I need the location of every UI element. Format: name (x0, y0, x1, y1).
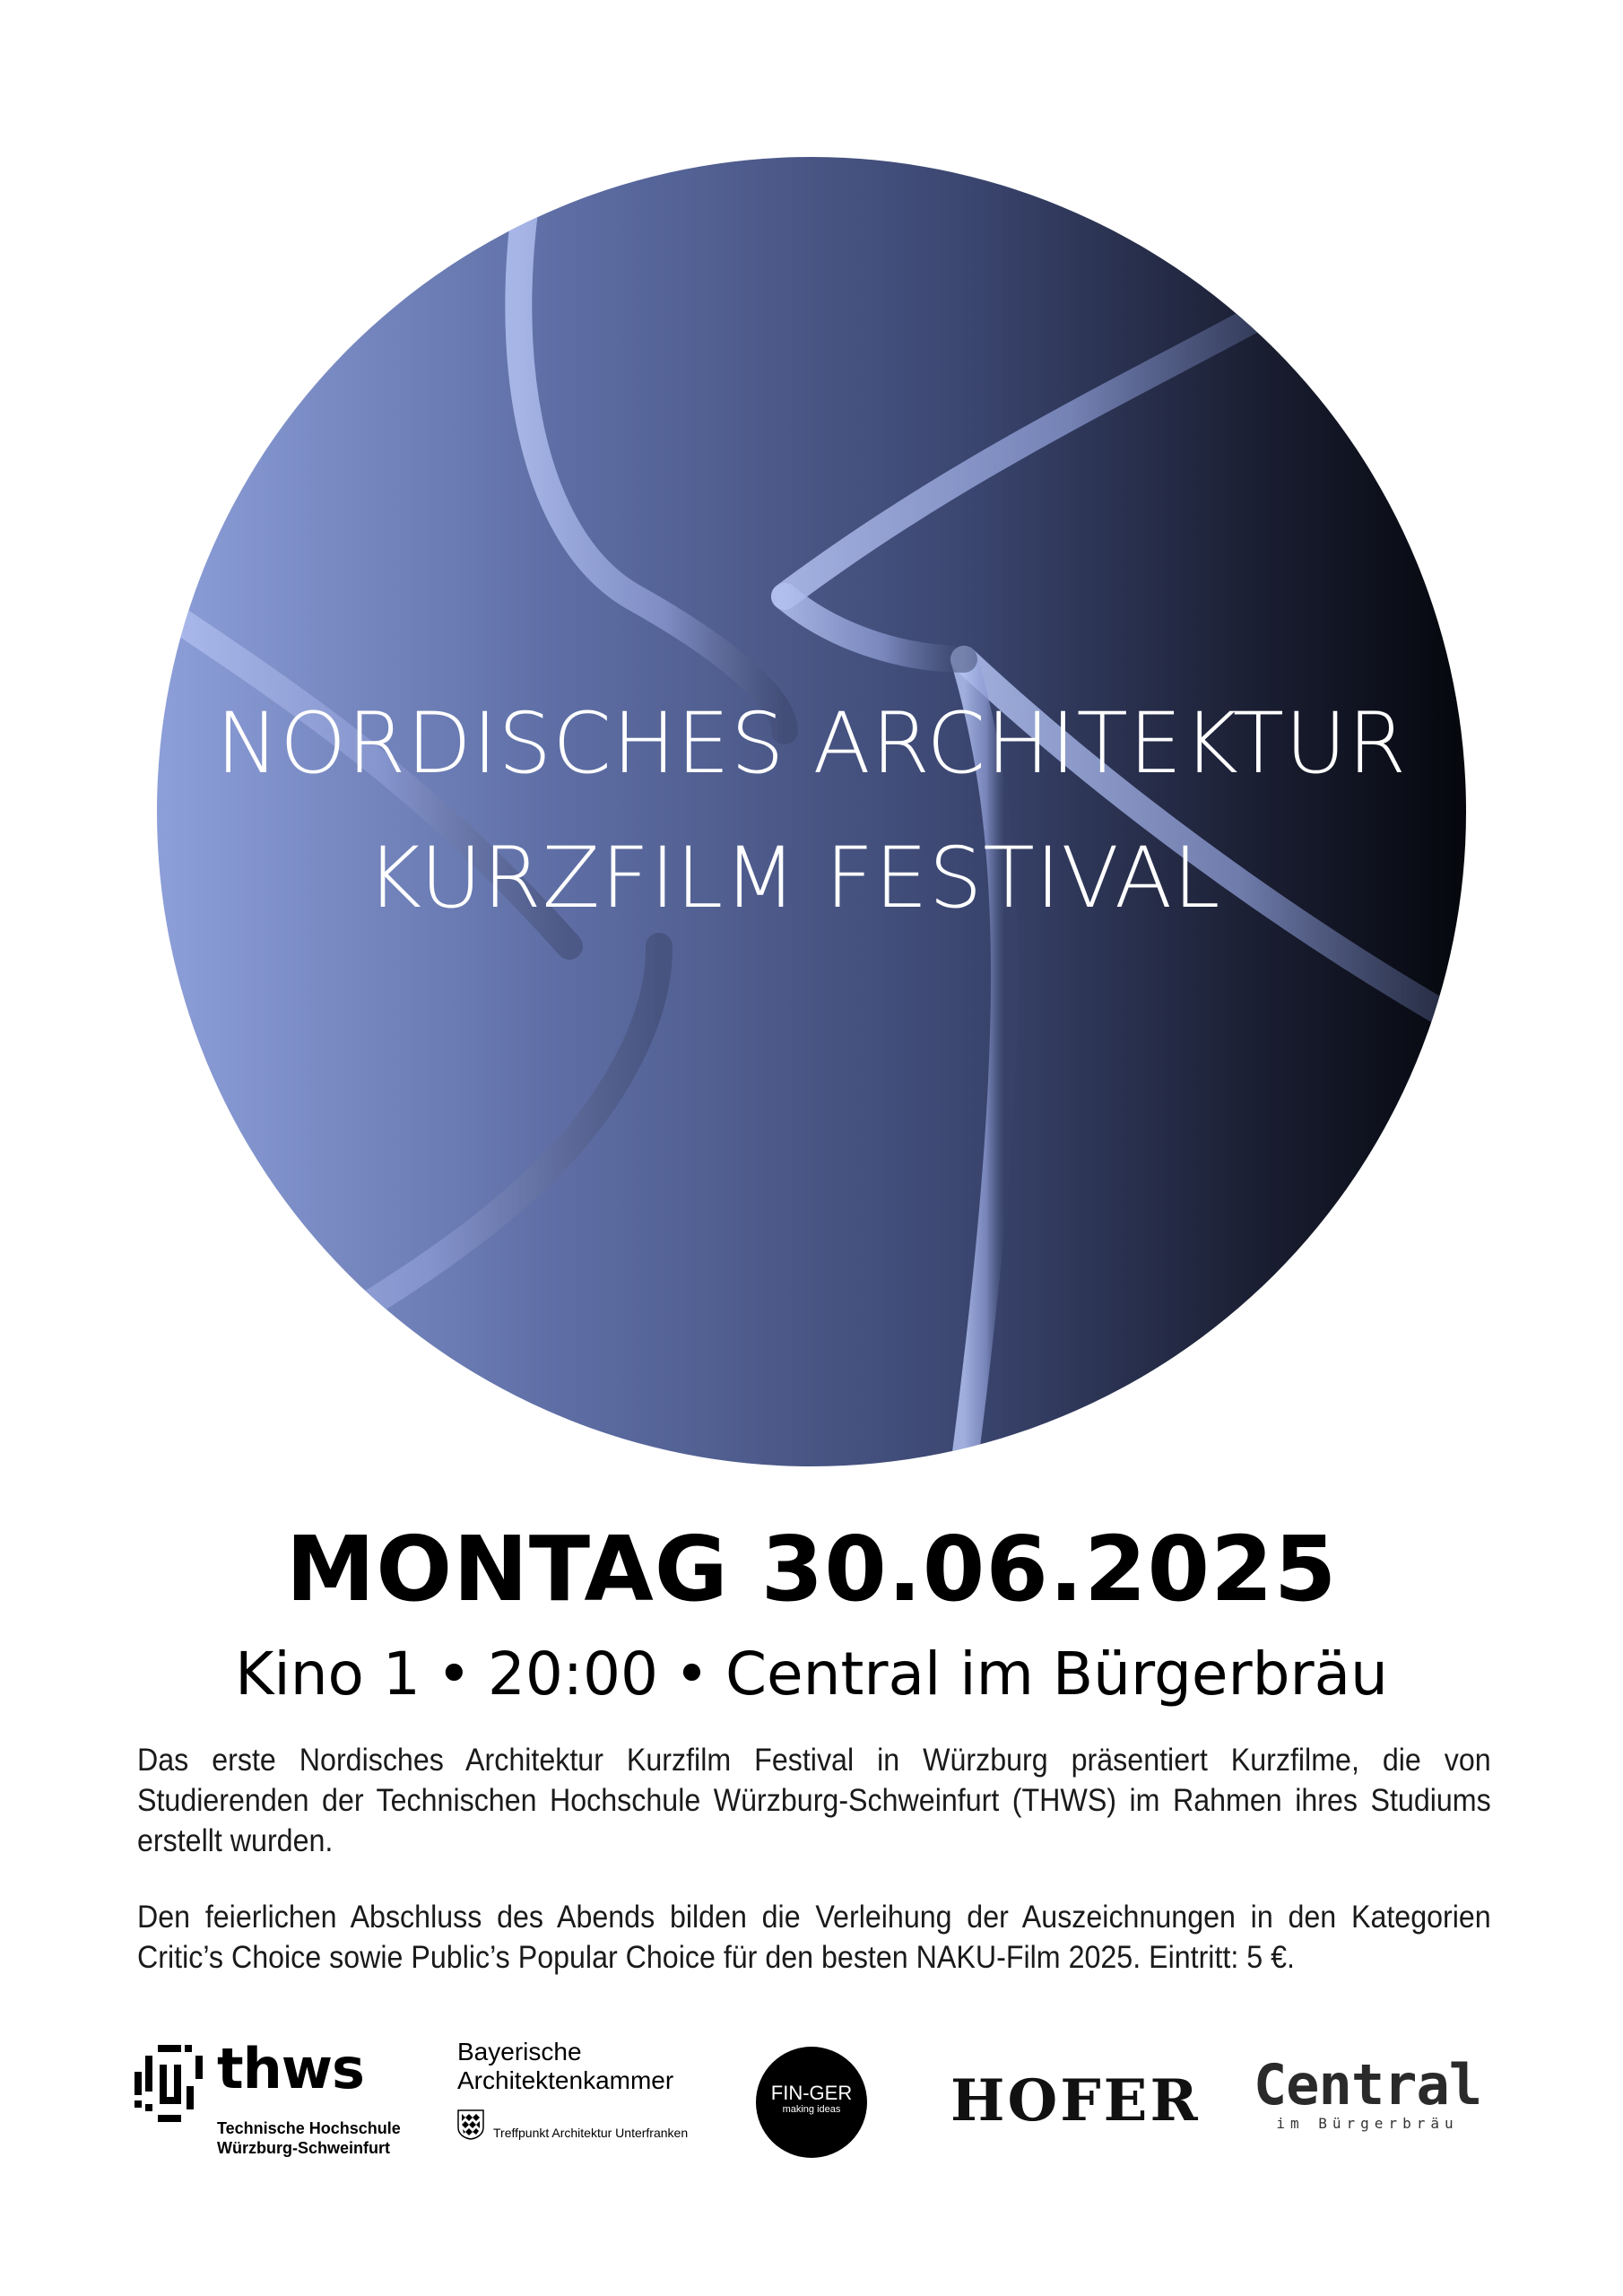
description-paragraph-1: Das erste Nordisches Architektur Kurzfilm Festival in Würzburg präsentiert Kurzfilme, die von Studierenden der Technischen Hochschule Würzburg-Schweinfurt (THWS) im Rahmen ihres Studiums erstellt wurden. (137, 1743, 1491, 1858)
byak-tagline: Treffpunkt Architektur Unterfranken (493, 2126, 689, 2140)
bullet-separator: • (436, 1639, 472, 1709)
title-line-2: KURZFILM FESTIVAL (366, 830, 1221, 927)
venue-name: Central im Bürgerbräu (725, 1639, 1388, 1709)
venue-room: Kino 1 (235, 1639, 421, 1709)
finger-name: FIN-GER (770, 2082, 853, 2104)
thws-mark-icon (135, 2045, 204, 2122)
thws-wordmark: thws (217, 2036, 364, 2101)
title-line-1: NORDISCHES ARCHITEKTUR (215, 695, 1408, 793)
thws-subline-1: Technische Hochschule (217, 2119, 401, 2137)
bullet-separator: • (674, 1639, 709, 1709)
finger-logo (756, 2047, 867, 2158)
sponsor-logos (0, 2036, 1623, 2215)
thws-logo (135, 2036, 421, 2161)
central-name: Central (1253, 2052, 1482, 2118)
bavarian-crest-icon (457, 2109, 484, 2140)
central-subline: im Bürgerbräu (1276, 2115, 1459, 2132)
event-details (0, 1634, 1623, 1715)
thws-subline-2: Würzburg-Schweinfurt (217, 2139, 390, 2157)
event-time: 20:00 (487, 1639, 659, 1709)
festival-title (157, 691, 1466, 933)
description-paragraph-2: Den feierlichen Abschluss des Abends bilden die Verleihung der Auszeichnungen in den Kategorien Critic’s Choice sowie Public’s Popular Choice für den besten NAKU-Film 2025. Eintritt: 5 €. (137, 1900, 1491, 1975)
byak-name-line-1: Bayerische (457, 2038, 582, 2066)
finger-tagline: making ideas (782, 2104, 841, 2115)
event-date: MONTAG 30.06.2025 (285, 1517, 1338, 1622)
central-logo (1251, 2052, 1484, 2154)
byak-logo (457, 2036, 726, 2161)
hofer-logo: HOFER (950, 2067, 1201, 2135)
byak-name-line-2: Architektenkammer (457, 2066, 674, 2094)
